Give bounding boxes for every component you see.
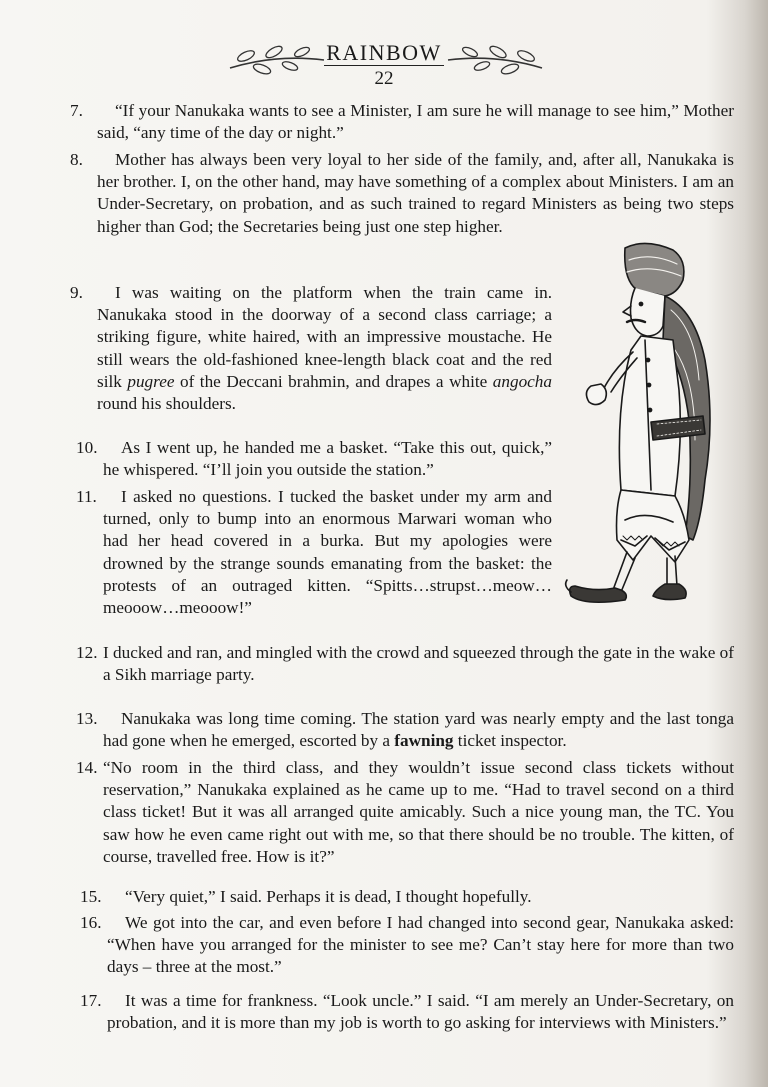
paragraph-text: It was a time for frankness. “Look uncle.” I said. “I am merely an Under-Secretary, on probation, and it is more than my job is worth to go asking for interviews with Ministers.” xyxy=(107,991,734,1033)
paragraph-number: 8. xyxy=(70,150,83,169)
man-in-turban-illustration xyxy=(555,240,730,625)
paragraph-number: 14. xyxy=(76,758,98,777)
paragraph-text: As I went up, he handed me a basket. “Take this out, quick,” he whispered. “I’ll join you outside the station.” xyxy=(103,438,552,480)
paragraph-text: “No room in the third class, and they wouldn’t issue second class tickets without reservation,” Nanukaka explained as he came up to me. “Had to travel second on a third class ticket! But it was all arranged quite amicably. Such a nice young man, the TC. You saw how he even came right out with me, so that there should be no trouble. The kitten, of course, travelled free. How is it?” xyxy=(103,758,734,866)
paragraph-number: 13. xyxy=(76,709,98,728)
paragraph-text: Mother has always been very loyal to her side of the family, and, after all, Nanukaka is her brother. I, on the other hand, may have something of a complex about Ministers. I am an Under-Secretary, on probation, and as such trained to regard Ministers as being two steps higher than God; the Secretaries being just one step higher. xyxy=(97,150,734,236)
leaf-vine-ornament-right-icon xyxy=(446,38,546,78)
paragraph-number: 7. xyxy=(70,101,83,120)
paragraph-number: 15. xyxy=(80,887,102,906)
paragraph-number: 16. xyxy=(80,913,102,932)
page-number: 22 xyxy=(374,68,394,89)
paragraph-number: 17. xyxy=(80,991,102,1010)
paragraph-text: We got into the car, and even before I had changed into second gear, Nanukaka asked: “When have you arranged for the minister to see me? Can’t stay here for more than two days – three at the most.” xyxy=(107,913,734,977)
paragraph-text: I asked no questions. I tucked the basket under my arm and turned, only to bump into an enormous Marwari woman who had her head covered in a burka. But my apologies were drowned by the strange sounds emanating from the basket: the protests of an outraged kitten. “Spitts…strupst…meow…meooow…meooow!” xyxy=(103,487,552,618)
paragraph-number: 12. xyxy=(76,643,98,662)
paragraph-text: “Very quiet,” I said. Perhaps it is dead, I thought hopefully. xyxy=(125,887,532,906)
paragraph-number: 9. xyxy=(70,283,83,302)
book-title: RAINBOW xyxy=(326,40,442,65)
paragraph-number: 10. xyxy=(76,438,98,457)
paragraph-text: I ducked and ran, and mingled with the crowd and squeezed through the gate in the wake of a Sikh marriage party. xyxy=(103,643,734,685)
paragraph-text: I was waiting on the platform when the train came in. Nanukaka stood in the doorway of a second class carriage; a striking figure, white haired, with an impressive moustache. He still wears the old-fashioned knee-length black coat and the red silk pugree of the Deccani brahmin, and drapes a white angocha round his shoulders. xyxy=(97,283,552,414)
page-header xyxy=(0,36,768,96)
paragraph-text: “If your Nanukaka wants to see a Minister, I am sure he will manage to see him,” Mother said, “any time of the day or night.” xyxy=(97,101,734,143)
paragraph-text: Nanukaka was long time coming. The station yard was nearly empty and the last tonga had gone when he emerged, escorted by a fawning ticket inspector. xyxy=(103,709,734,751)
paragraph-number: 11. xyxy=(76,487,97,506)
